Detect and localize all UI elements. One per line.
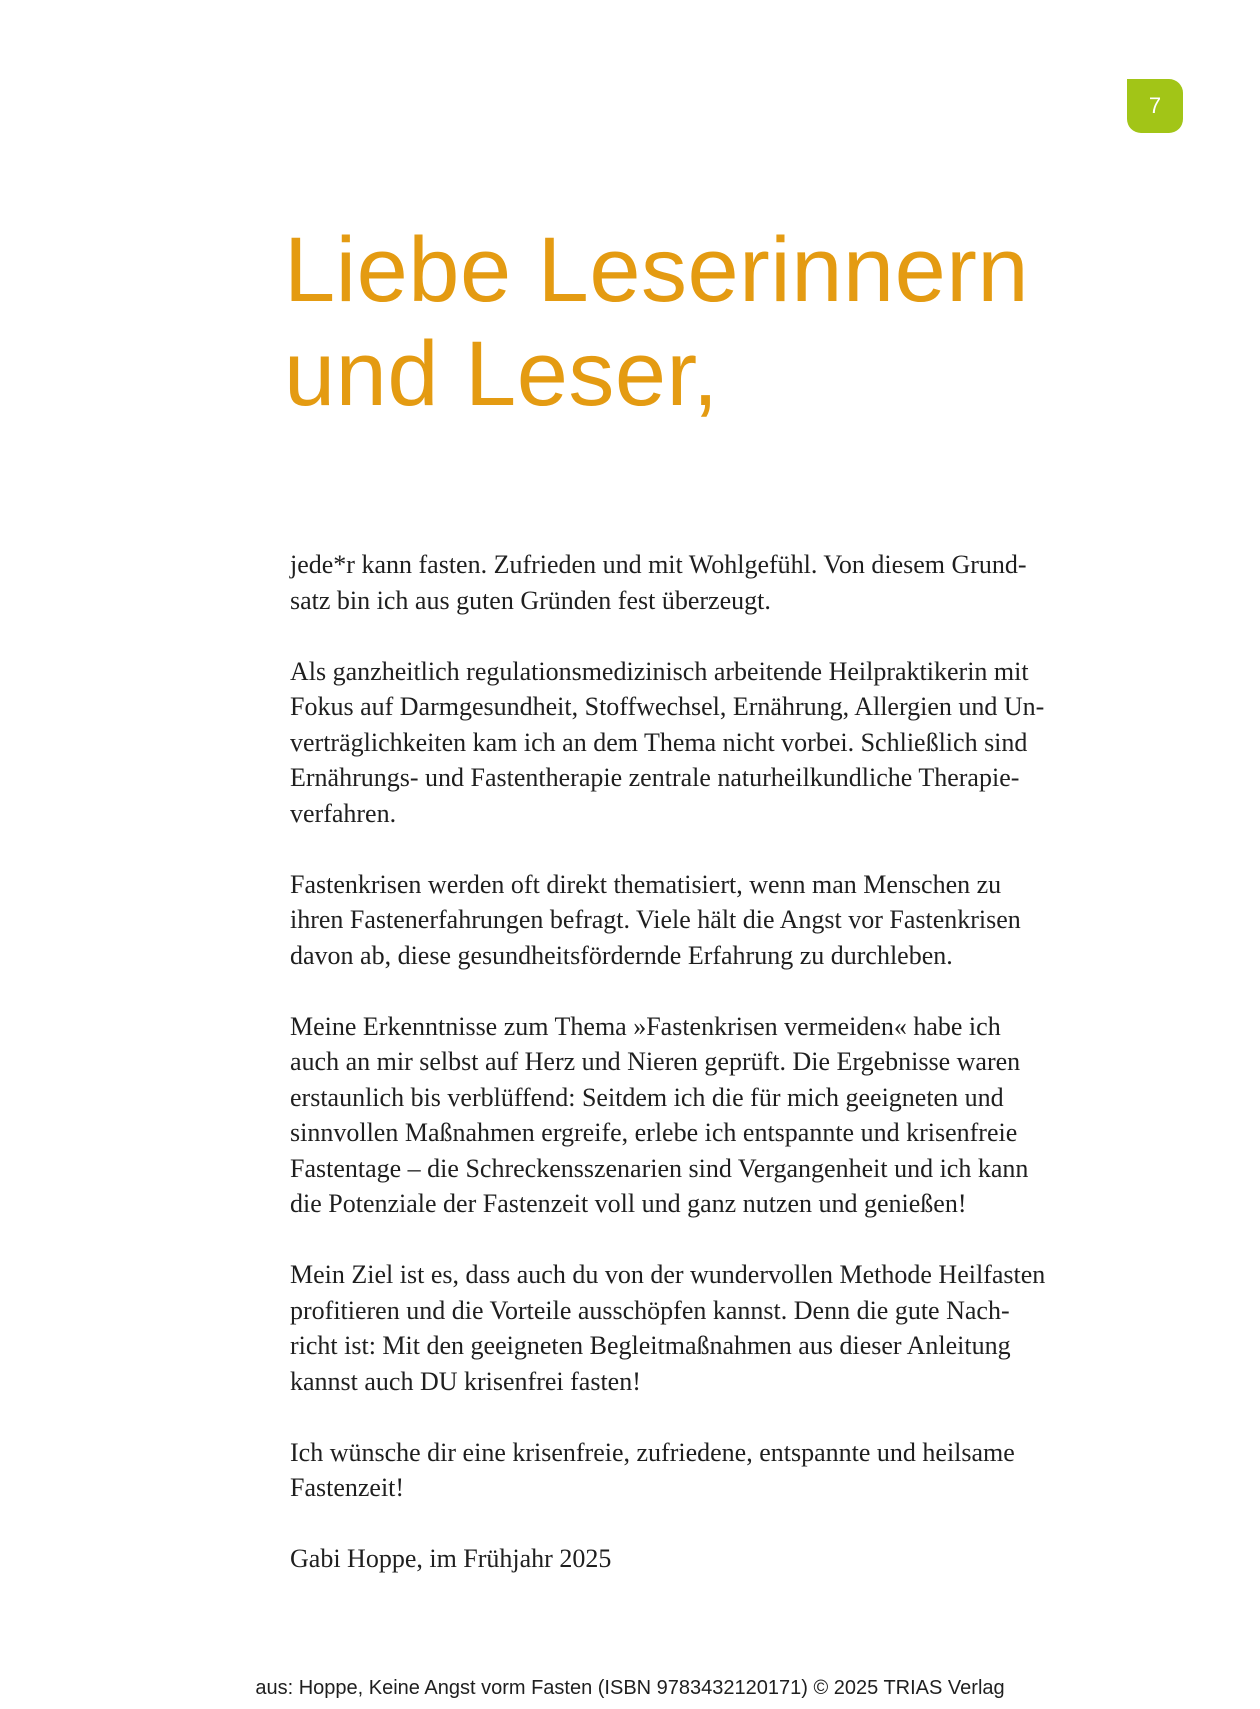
page-title-line-1: Liebe Leserinnern [284, 219, 1030, 321]
text-line: kannst auch DU krisenfrei fasten! [290, 1366, 641, 1396]
text-line: davon ab, diese gesundheitsfördernde Erfahrung zu durchleben. [290, 940, 953, 970]
text-line: satz bin ich aus guten Gründen fest überzeugt. [290, 585, 771, 615]
text-line: verträglichkeiten kam ich an dem Thema nicht vorbei. Schließlich sind [290, 727, 1028, 757]
signature-text: Gabi Hoppe, im Frühjahr 2025 [290, 1544, 612, 1573]
page-title-line-2: und Leser, [284, 323, 719, 425]
source-credit-footer: aus: Hoppe, Keine Angst vorm Fasten (ISBN 9783432120171) © 2025 TRIAS Verlag [255, 1677, 1005, 1699]
paragraph-2 [290, 654, 1120, 832]
signature [290, 1541, 1120, 1577]
letter-body [290, 547, 1120, 1577]
paragraph-4 [290, 1009, 1120, 1222]
text-line: Fastentage – die Schreckensszenarien sind Vergangenheit und ich kann [290, 1153, 1029, 1183]
text-line: erstaunlich bis verblüffend: Seitdem ich die für mich geeigneten und [290, 1082, 1004, 1112]
paragraph-1 [290, 547, 1120, 618]
text-line: Mein Ziel ist es, dass auch du von der wundervollen Methode Heilfasten [290, 1260, 1046, 1289]
paragraph-3 [290, 867, 1120, 974]
text-line: ihren Fastenerfahrungen befragt. Viele hält die Angst vor Fastenkrisen [290, 905, 1021, 934]
paragraph-5 [290, 1257, 1120, 1399]
text-line: Fastenzeit! [290, 1473, 405, 1502]
text-line: Fastenkrisen werden oft direkt thematisiert, wenn man Menschen zu [290, 869, 1002, 899]
paragraph-6 [290, 1435, 1120, 1506]
page-number: 7 [1148, 93, 1162, 118]
text-line: verfahren. [290, 798, 397, 828]
page-title [284, 218, 1144, 426]
page-number-badge [1127, 79, 1183, 133]
text-line: Fokus auf Darmgesundheit, Stoffwechsel, Ernährung, Allergien und Un- [290, 692, 1045, 721]
text-line: profitieren und die Vorteile ausschöpfen kannst. Denn die gute Nach- [290, 1295, 1010, 1325]
text-line: sinnvollen Maßnahmen ergreife, erlebe ich entspannte und krisenfreie [290, 1118, 1018, 1147]
text-line: Ernährungs- und Fastentherapie zentrale naturheilkundliche Therapie- [290, 763, 1020, 792]
text-line: Ich wünsche dir eine krisenfreie, zufriedene, entspannte und heilsame [290, 1437, 1015, 1467]
text-line: die Potenziale der Fastenzeit voll und ganz nutzen und genießen! [290, 1189, 967, 1218]
text-line: jede*r kann fasten. Zufrieden und mit Wohlgefühl. Von diesem Grund- [290, 550, 1027, 579]
text-line: Meine Erkenntnisse zum Thema »Fastenkrisen vermeiden« habe ich [290, 1011, 1001, 1041]
text-line: Als ganzheitlich regulationsmedizinisch arbeitende Heilpraktikerin mit [290, 656, 1029, 686]
text-line: richt ist: Mit den geeigneten Begleitmaßnahmen aus dieser Anleitung [290, 1331, 1011, 1360]
text-line: auch an mir selbst auf Herz und Nieren geprüft. Die Ergebnisse waren [290, 1047, 1021, 1076]
